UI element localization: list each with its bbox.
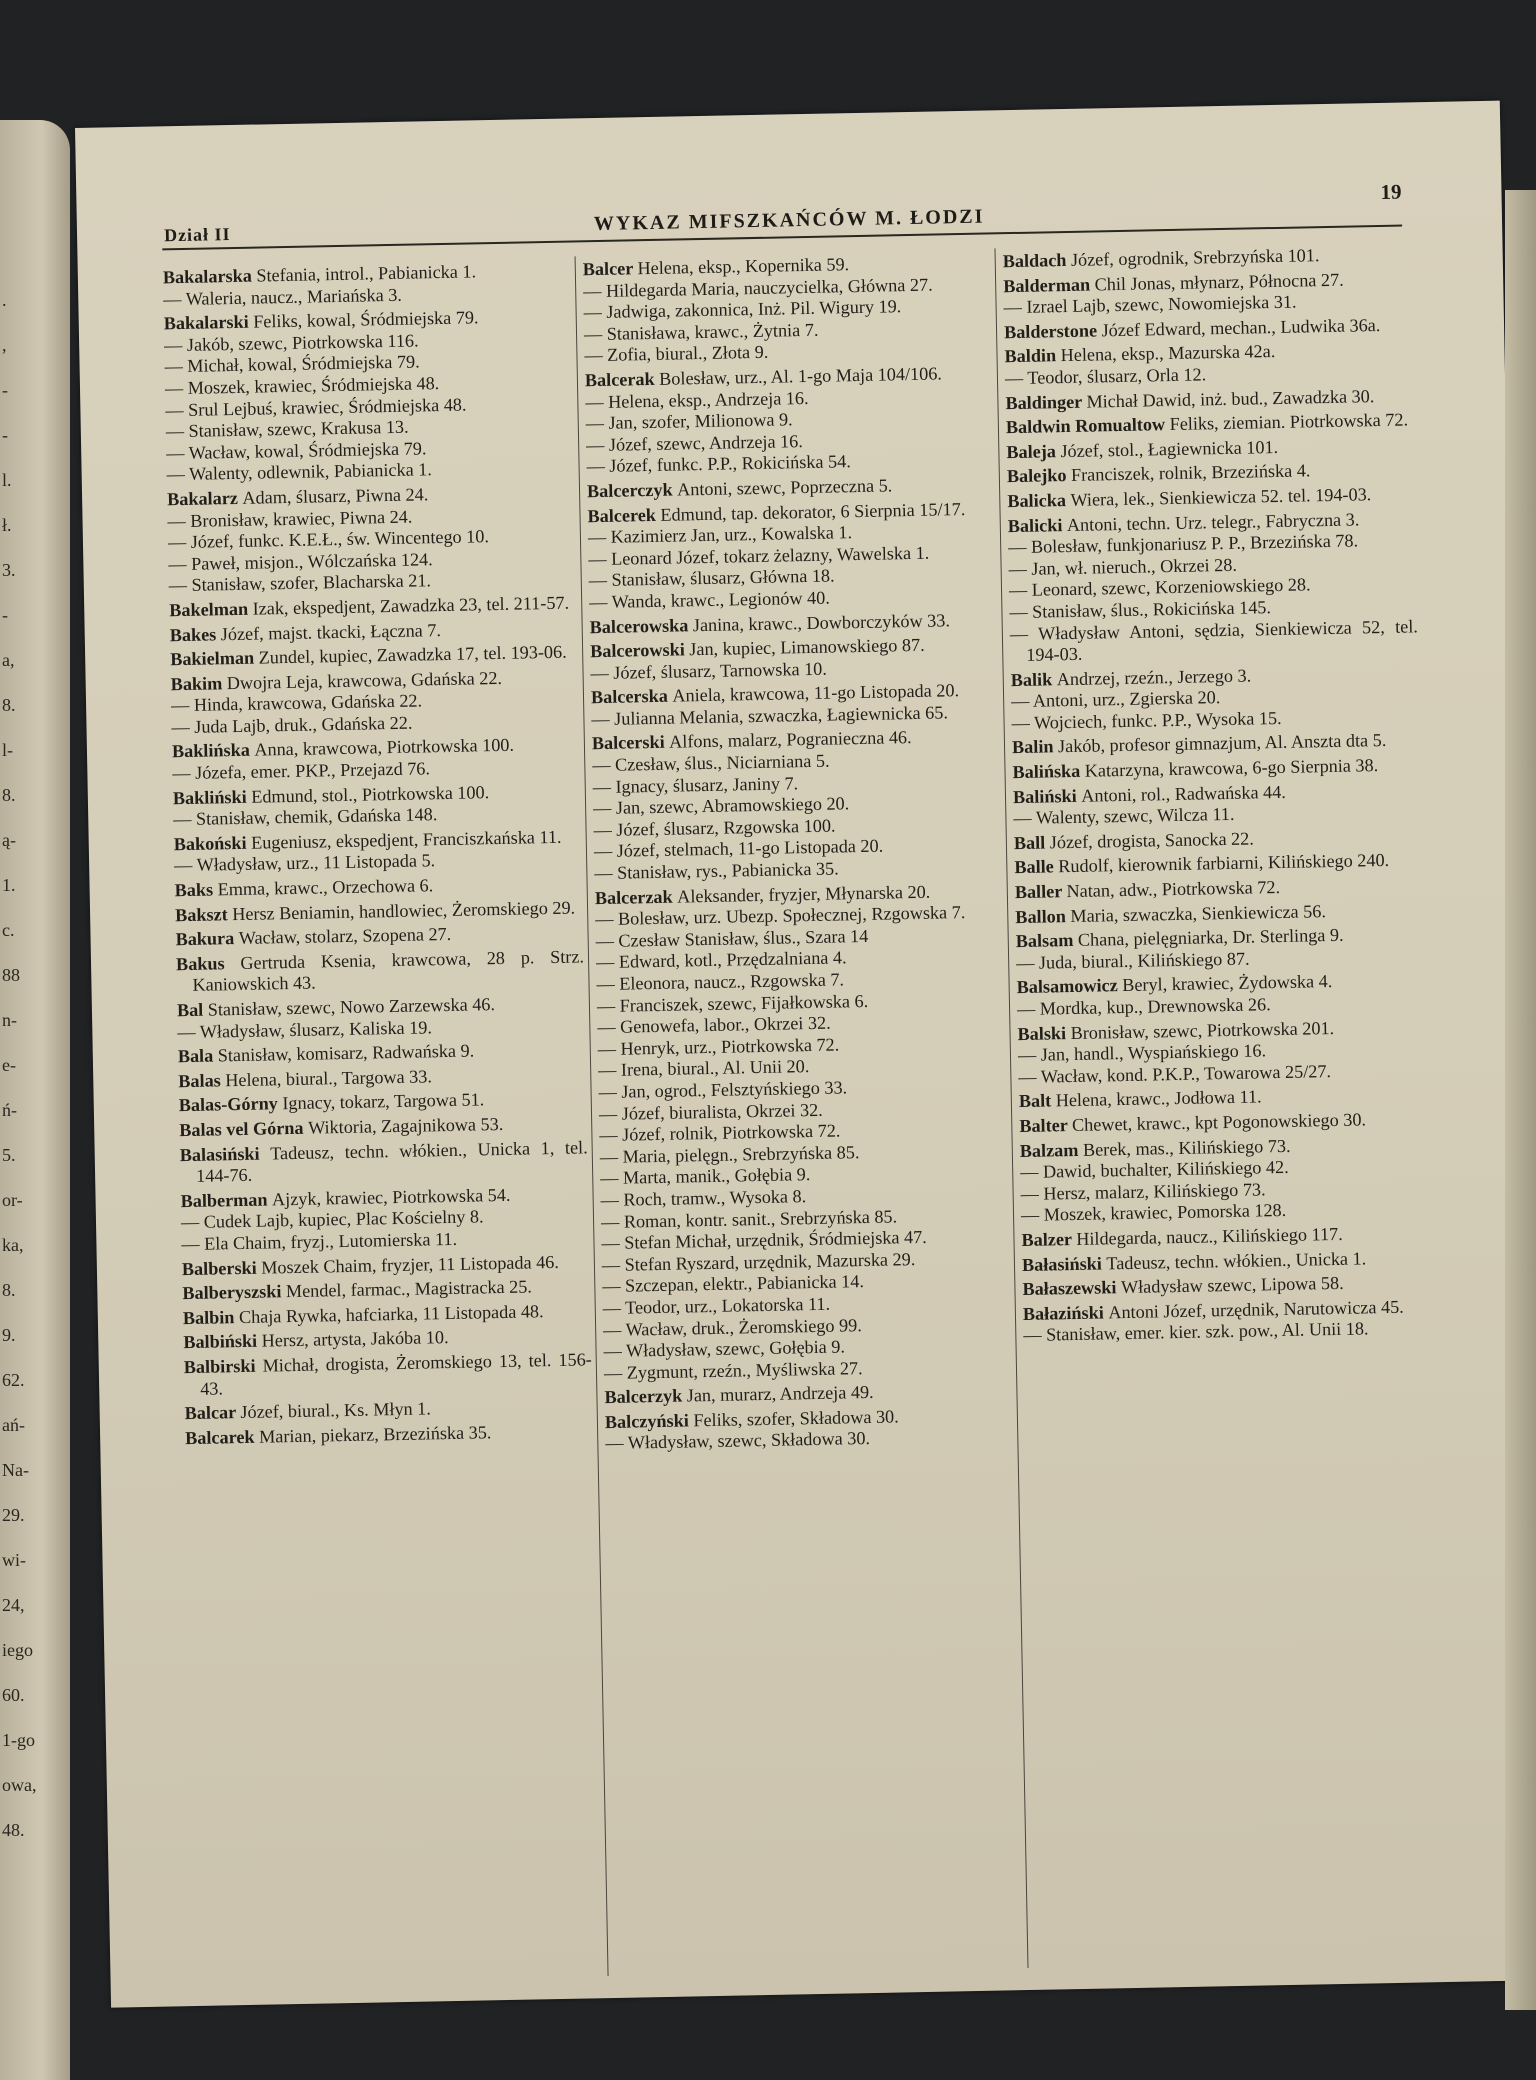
entry-text: — Hildegarda Maria, nauczycielka, Główna 27. [583, 274, 933, 301]
surname: Balcerska [590, 685, 673, 708]
entry-text: — Józef, funkc. P.P., Rokicińska 54. [586, 451, 851, 477]
surname: Balasiński [179, 1143, 271, 1165]
directory-page [75, 101, 1536, 2008]
entry-text: — Wacław, druk., Żeromskiego 99. [602, 1314, 862, 1340]
entry-text: — Moszek, krawiec, Śródmiejska 48. [164, 373, 440, 399]
entry-text: — Juda Lajb, druk., Gdańska 22. [171, 712, 413, 738]
entry-text: Bolesław, urz., Al. 1-go Maja 104/106. [658, 363, 943, 389]
entry-text: — Srul Lejbuś, krawiec, Śródmiejska 48. [165, 394, 467, 420]
entry-text: — Ignacy, ślusarz, Janiny 7. [592, 772, 799, 797]
entry-text: — Wojciech, funkc. P.P., Wysoka 15. [1011, 707, 1282, 734]
surname: Balbin [182, 1306, 240, 1328]
surname: Balas [178, 1070, 226, 1091]
entry-text: Berek, mas., Kilińskiego 73. [1082, 1135, 1291, 1160]
column-2 [583, 248, 1014, 1455]
surname: Balińska [1012, 760, 1085, 783]
left-page-fragment: wi- [2, 1550, 26, 1570]
surname: Bałaszewski [1022, 1277, 1122, 1300]
entry-text: Wacław, stolarz, Szopena 27. [238, 924, 452, 949]
surname: Balderstone [1003, 320, 1102, 342]
entry-text: — Józef, szewc, Andrzeja 16. [585, 430, 803, 455]
entry-text: Edmund, tap. dekorator, 6 Sierpnia 15/17. [660, 498, 966, 525]
entry-text: Helena, biural., Targowa 33. [225, 1066, 433, 1091]
entry-text: — Stanisław, szofer, Blacharska 21. [168, 570, 432, 596]
left-page-fragment: l. [2, 470, 12, 490]
left-page-edge [0, 120, 70, 2080]
left-page-fragment: 8. [2, 695, 16, 715]
surname: Balicki [1007, 514, 1068, 536]
entry-text: — Stefan Ryszard, urzędnik, Mazurska 29. [601, 1248, 916, 1275]
surname: Ballon [1015, 905, 1071, 927]
entry-text: — Franciszek, szewc, Fijałkowska 6. [596, 990, 869, 1016]
entry-text: Edmund, stol., Piotrkowska 100. [251, 781, 490, 807]
left-page-fragment: 88 [2, 965, 20, 985]
directory-columns [163, 240, 1485, 1964]
entry-text: Wiktoria, Zagajnikowa 53. [307, 1113, 504, 1138]
left-page-fragment: ka, [2, 1235, 24, 1255]
left-page-fragment: , [2, 335, 7, 355]
entry-text: — Stefan Michał, urzędnik, Śródmiejska 47. [601, 1226, 927, 1254]
entry-text: — Walenty, odlewnik, Pabianicka 1. [166, 459, 433, 485]
entry-text: — Władysław Antoni, sędzia, Sienkiewicza 52, tel. 194-03. [1009, 615, 1418, 665]
entry-text: Antoni, rol., Radwańska 44. [1081, 781, 1286, 806]
left-page-fragment: ą- [2, 830, 16, 850]
entry-text: — Józef, rolnik, Piotrkowska 72. [599, 1120, 841, 1146]
entry-text: — Bolesław, urz. Ubezp. Społecznej, Rzgowska 7. [595, 902, 966, 930]
left-page-fragment: . [2, 290, 7, 310]
surname: Baller [1014, 881, 1067, 903]
entry-text: — Mordka, kup., Drewnowska 26. [1016, 994, 1271, 1020]
entry-text: — Stanisław, rys., Pabianicka 35. [594, 858, 839, 884]
surname: Balczyński [604, 1410, 694, 1432]
entry-text: — Władysław, szewc, Składowa 30. [605, 1428, 871, 1454]
left-page-fragment: a, [2, 650, 15, 670]
entry-text: Jakób, profesor gimnazjum, Al. Anszta dta 5. [1057, 730, 1387, 757]
surname: Balcerzak [594, 886, 678, 908]
entry-text: — Czesław Stanisław, ślus., Szara 14 [595, 925, 869, 951]
entry-text: Feliks, ziemian. Piotrkowska 72. [1169, 409, 1409, 435]
entry-text: — Michał, kowal, Śródmiejska 79. [164, 351, 420, 377]
entry-text: Adam, ślusarz, Piwna 24. [242, 484, 429, 508]
entry-text: — Eleonora, naucz., Rzgowska 7. [596, 969, 845, 995]
surname: Baldinger [1005, 391, 1087, 413]
entry-text: — Czesław, ślus., Niciarniana 5. [592, 750, 830, 776]
surname: Balter [1019, 1115, 1073, 1137]
surname: Bakus [175, 952, 241, 975]
left-page-fragment: - [2, 425, 8, 445]
entry-text: — Teodor, ślusarz, Orla 12. [1004, 364, 1207, 389]
left-page-fragment: 3. [2, 560, 16, 580]
entry-text: — Józef, ślusarz, Tarnowska 10. [590, 658, 828, 683]
surname: Baldin [1004, 345, 1061, 367]
surname: Bałaziński [1022, 1302, 1109, 1324]
page-header [161, 173, 1402, 251]
left-page-fragment: ń- [2, 1100, 17, 1120]
surname: Bakelman [169, 598, 253, 621]
surname: Baliński [1012, 785, 1082, 807]
entry-text: Mendel, farmac., Magistracka 25. [285, 1276, 533, 1302]
entry-text: — Hinda, krawcowa, Gdańska 22. [170, 690, 423, 716]
left-page-fragment: 60. [2, 1685, 25, 1705]
entry-text: Ignacy, tokarz, Targowa 51. [282, 1089, 485, 1114]
surname: Bakalarska [162, 265, 257, 288]
left-page-fragment: - [2, 605, 8, 625]
entry-text: — Józef, biuralista, Okrzei 32. [598, 1099, 823, 1124]
surname: Bakes [169, 623, 221, 645]
surname: Balcerak [584, 368, 660, 391]
left-page-fragment: 9. [2, 1325, 16, 1345]
left-page-fragment: l- [2, 740, 13, 760]
entry-text: Aniela, krawcowa, 11-go Listopada 20. [672, 680, 960, 706]
surname: Bakoński [173, 832, 252, 855]
surname: Balcar [184, 1402, 241, 1424]
surname: Bakielman [170, 647, 259, 670]
entry-text: Izak, ekspedjent, Zawadzka 23, tel. 211-57. [252, 592, 570, 619]
entry-text: — Paweł, misjon., Wólczańska 124. [168, 548, 433, 575]
entry-text: — Stanisław, ślusarz, Główna 18. [588, 565, 835, 591]
surname: Balicka [1007, 489, 1071, 512]
entry-text: — Helena, eksp., Andrzeja 16. [585, 387, 809, 412]
surname: Balcerowski [589, 639, 690, 662]
surname: Ball [1013, 832, 1050, 853]
surname: Bakim [170, 672, 227, 694]
entry-text: — Bronisław, krawiec, Piwna 24. [167, 506, 413, 531]
entry-text: — Bolesław, funkjonariusz P. P., Brzezińska 78. [1008, 530, 1359, 558]
left-page-fragment: 29. [2, 1505, 25, 1525]
surname: Baks [174, 879, 218, 901]
surname: Balderman [1003, 274, 1095, 296]
surname: Balberski [181, 1257, 262, 1279]
entry-text: Józef, majst. tkacki, Łączna 7. [220, 619, 442, 644]
left-page-fragment: ł. [2, 515, 12, 535]
entry-text: Józef Edward, mechan., Ludwika 36a. [1101, 314, 1381, 341]
surname: Balas vel Górna [179, 1117, 309, 1141]
surname: Balle [1014, 856, 1059, 878]
left-page-fragment: Na- [2, 1460, 29, 1480]
left-page-fragment: 8. [2, 1280, 16, 1300]
entry-text: Anna, krawcowa, Piotrkowska 100. [254, 735, 515, 761]
entry-text: Helena, krawc., Jodłowa 11. [1055, 1086, 1262, 1111]
entry-text: — Henryk, urz., Piotrkowska 72. [597, 1034, 840, 1059]
surname: Balas-Górny [178, 1093, 283, 1116]
surname: Balzam [1019, 1139, 1084, 1161]
entry-text: — Cudek Lajb, kupiec, Plac Kościelny 8. [180, 1206, 484, 1233]
entry-text: Tadeusz, techn. włókien., Unicka 1. [1106, 1247, 1367, 1273]
entry-text: Chana, pielęgniarka, Dr. Sterlinga 9. [1077, 925, 1344, 951]
entry-text: Michał, drogista, Żeromskiego 13, tel. 156-43. [200, 1349, 592, 1399]
left-page-fragment: c. [2, 920, 15, 940]
entry-text: — Jadwiga, zakonnica, Inż. Pil. Wigury 19. [583, 296, 902, 323]
surname: Balcerczyk [586, 479, 678, 502]
surname: Balberman [180, 1189, 273, 1211]
entry-text: Antoni, techn. Urz. telegr., Fabryczna 3. [1066, 508, 1360, 535]
entry-text: — Wanda, krawc., Legionów 40. [589, 587, 830, 613]
left-page-fragment: 1. [2, 875, 16, 895]
surname: Balin [1011, 736, 1059, 758]
entry-text: Aleksander, fryzjer, Młynarska 20. [676, 881, 931, 907]
entry-text: Stefania, introl., Pabianicka 1. [256, 261, 477, 286]
entry-text: Jan, kupiec, Limanowskiego 87. [689, 634, 925, 660]
entry-text: Alfons, malarz, Pogranieczna 46. [669, 727, 912, 753]
surname: Bakalarski [163, 311, 254, 334]
surname: Balbirski [183, 1355, 263, 1378]
surname: Balejko [1006, 465, 1072, 487]
entry-text: — Stanisław, emer. kier. szk. pow., Al. Unii 18. [1023, 1318, 1369, 1346]
entry-text: — Wacław, kond. P.K.P., Towarowa 25/27. [1018, 1060, 1332, 1087]
entry-text: — Waleria, naucz., Mariańska 3. [163, 284, 403, 309]
left-page-fragment: 5. [2, 1145, 16, 1165]
entry-text: — Jan, szewc, Abramowskiego 20. [592, 793, 850, 819]
entry-text: Feliks, kowal, Śródmiejska 79. [253, 307, 479, 332]
entry-text: Gertruda Ksenia, krawcowa, 28 p. Strz. Kaniowskich 43. [192, 946, 585, 996]
surname: Balcerek [587, 504, 661, 526]
entry-text: Tadeusz, techn. włókien., Unicka 1, tel. 144-76. [195, 1136, 588, 1187]
entry-text: Franciszek, rolnik, Brzezińska 4. [1070, 460, 1311, 486]
left-page-fragment: owa, [2, 1775, 37, 1795]
left-page-fragment: 62. [2, 1370, 25, 1390]
entry-text: — Władysław, ślusarz, Kaliska 19. [177, 1016, 433, 1042]
entry-text: — Józef, ślusarz, Rzgowska 100. [593, 815, 836, 841]
left-page-fragment: 24, [2, 1595, 25, 1615]
column-3 [1002, 240, 1431, 1347]
entry-text: — Jan, ogrod., Felsztyńskiego 33. [598, 1077, 848, 1103]
entry-text: — Stanisław, ślus., Rokicińska 145. [1009, 597, 1272, 623]
entry-text: — Józef, funkc. K.E.Ł., św. Wincentego 10. [167, 526, 490, 553]
section-label: Dział II [163, 224, 231, 246]
entry-text: Józef, stol., Łagiewnicka 101. [1060, 436, 1279, 461]
surname: Bal [176, 999, 208, 1021]
surname: Balbiński [183, 1330, 262, 1353]
entry-text: Andrzej, rzeźn., Jerzego 3. [1056, 665, 1252, 689]
entry-text: Józef, drogista, Sanocka 22. [1049, 828, 1254, 853]
surname: Baldwin Romualtow [1005, 414, 1170, 438]
entry-text: — Roman, kontr. sanit., Srebrzyńska 85. [600, 1205, 898, 1232]
entry-text: Helena, eksp., Kopernika 59. [637, 254, 850, 279]
entry-text: — Zygmunt, rzeźn., Myśliwska 27. [603, 1357, 863, 1383]
entry-text: — Jan, szofer, Milionowa 9. [585, 409, 793, 434]
surname: Bakura [175, 928, 239, 950]
entry-text: Emma, krawc., Orzechowa 6. [217, 875, 434, 900]
entry-text: Bronisław, szewc, Piotrkowska 201. [1070, 1017, 1335, 1043]
entry-text: — Irena, biural., Al. Unii 20. [597, 1056, 810, 1081]
entry-text: Józef, biural., Ks. Młyn 1. [240, 1398, 432, 1423]
left-page-fragment: or- [2, 1190, 23, 1210]
left-page-fragment: 48. [2, 1820, 25, 1840]
surname: Balcer [582, 258, 638, 280]
surname: Baldach [1002, 249, 1072, 272]
entry-text: — Władysław, urz., 11 Listopada 5. [173, 850, 436, 876]
entry-text: — Julianna Melania, szwaczka, Łagiewnicka 65. [591, 702, 949, 730]
surname: Balcerski [591, 732, 670, 754]
entry-text: — Teodor, urz., Lokatorska 11. [602, 1293, 831, 1318]
left-page-fragment: e- [2, 1055, 16, 1075]
entry-text: — Wacław, kowal, Śródmiejska 79. [166, 438, 427, 464]
entry-text: — Jan, handl., Wyspiańskiego 16. [1017, 1040, 1267, 1066]
entry-text: — Dawid, buchalter, Kilińskiego 42. [1020, 1157, 1289, 1183]
entry-text: — Roch, tramw., Wysoka 8. [600, 1186, 807, 1211]
entry-text: — Szczepan, elektr., Pabianicka 14. [602, 1271, 865, 1297]
left-page-fragment: iego [2, 1640, 33, 1660]
entry-text: — Maria, pielęgn., Srebrzyńska 85. [599, 1141, 860, 1167]
left-page-fragment: 1-go [2, 1730, 35, 1750]
entry-text: — Antoni, urz., Zgierska 20. [1010, 687, 1221, 712]
entry-text: Józef, ogrodnik, Srebrzyńska 101. [1070, 245, 1320, 270]
entry-text: Wiera, lek., Sienkiewicza 52. tel. 194-03. [1070, 484, 1372, 510]
entry-text: — Izrael Lajb, szewc, Nowomiejska 31. [1003, 291, 1297, 318]
entry-text: Chewet, krawc., kpt Pogonowskiego 30. [1071, 1109, 1367, 1136]
entry-text: Hildegarda, naucz., Kilińskiego 117. [1076, 1223, 1343, 1249]
surname: Bala [177, 1045, 218, 1067]
entry-text: — Jan, wł. nieruch., Okrzei 28. [1008, 554, 1238, 579]
entry-text: Feliks, szofer, Składowa 30. [693, 1406, 899, 1431]
entry-text: Helena, eksp., Mazurska 42a. [1060, 341, 1276, 366]
entry-text: — Leonard, szewc, Korzeniowskiego 28. [1008, 574, 1311, 601]
directory-entry [184, 1349, 593, 1400]
column-1 [163, 257, 594, 1450]
directory-entry [1010, 616, 1419, 667]
entry-text: Janina, krawc., Dowborczyków 33. [692, 609, 951, 635]
surname: Balsamowicz [1016, 975, 1123, 998]
page-stack-edge [1505, 190, 1536, 2010]
surname: Balt [1018, 1090, 1056, 1112]
entry-text: Zundel, kupiec, Zawadzka 17, tel. 193-06. [258, 641, 567, 668]
entry-text: Rudolf, kierownik farbiarni, Kilińskiego 240. [1058, 850, 1390, 877]
entry-text: — Stanisława, krawc., Żytnia 7. [583, 319, 819, 345]
surname: Balsam [1015, 930, 1079, 952]
page-title: WYKAZ MIFSZKAŃCÓW M. ŁODZI [593, 205, 985, 236]
entry-text: Antoni Józef, urzędnik, Narutowicza 45. [1108, 1296, 1404, 1323]
entry-text: — Moszek, krawiec, Pomorska 128. [1020, 1200, 1287, 1226]
entry-text: — Ela Chaim, fryzj., Lutomierska 11. [181, 1228, 458, 1255]
surname: Balberyszski [182, 1281, 287, 1304]
entry-text: Beryl, krawiec, Żydowska 4. [1122, 971, 1333, 996]
entry-text: Chaja Rywka, hafciarka, 11 Listopada 48. [238, 1300, 544, 1327]
entry-text: — Zofia, biural., Złota 9. [584, 342, 769, 366]
left-page-fragment: 8. [2, 785, 16, 805]
entry-text: Michał Dawid, inż. bud., Zawadzka 30. [1086, 385, 1375, 412]
entry-text: Natan, adw., Piotrkowska 72. [1066, 877, 1281, 902]
entry-text: — Walenty, szewc, Wilcza 11. [1013, 804, 1235, 829]
surname: Balski [1017, 1022, 1071, 1044]
surname: Bakalarz [166, 487, 243, 510]
entry-text: Jan, murarz, Andrzeja 49. [686, 1382, 874, 1406]
entry-text: Stanisław, szewc, Nowo Zarzewska 46. [207, 994, 496, 1020]
entry-text: Eugeniusz, ekspedjent, Franciszkańska 11. [250, 826, 562, 853]
surname: Bałasiński [1021, 1252, 1107, 1275]
entry-text: — Marta, manik., Gołębia 9. [600, 1164, 811, 1189]
surname: Bakliński [172, 786, 252, 808]
entry-text: Stanisław, komisarz, Radwańska 9. [217, 1040, 475, 1066]
entry-text: — Kazimierz Jan, urz., Kowalska 1. [587, 522, 853, 548]
page-number: 19 [1380, 179, 1402, 204]
directory-entry [180, 1137, 589, 1188]
entry-text: — Hersz, malarz, Kilińskiego 73. [1020, 1179, 1266, 1204]
entry-text: — Edward, kotl., Przędzalniana 4. [595, 947, 847, 973]
surname: Balcerowska [589, 614, 694, 637]
entry-text: — Leonard Józef, tokarz żelazny, Wawelska 1. [588, 542, 930, 569]
entry-text: — Juda, biural., Kilińskiego 87. [1016, 948, 1250, 973]
surname: Baklińska [171, 740, 255, 762]
surname: Balik [1010, 668, 1057, 690]
directory-entry [185, 1420, 593, 1449]
surname: Bakszt [174, 903, 233, 925]
entry-text: Chil Jonas, młynarz, Północna 27. [1094, 269, 1344, 295]
surname: Baleja [1006, 440, 1061, 462]
entry-text: — Stanisław, szewc, Krakusa 13. [165, 416, 409, 442]
entry-text: Marian, piekarz, Brzezińska 35. [258, 1421, 492, 1447]
entry-text: — Jakób, szewc, Piotrkowska 116. [163, 330, 419, 356]
entry-text: — Genowefa, labor., Okrzei 32. [597, 1012, 831, 1038]
entry-text: — Józef, stelmach, 11-go Listopada 20. [593, 836, 884, 862]
left-page-fragment: n- [2, 1010, 17, 1030]
surname: Balcerzyk [604, 1385, 687, 1408]
entry-text: — Władysław, szewc, Gołębia 9. [603, 1336, 846, 1362]
entry-text: Moszek Chaim, fryzjer, 11 Listopada 46. [261, 1251, 559, 1278]
entry-text: Ajzyk, krawiec, Piotrkowska 54. [271, 1184, 511, 1210]
left-page-fragment: - [2, 380, 8, 400]
left-page-fragment: ań- [2, 1415, 25, 1435]
directory-entry [176, 946, 585, 997]
entry-text: Hersz Beniamin, handlowiec, Żeromskiego 29. [232, 897, 576, 924]
surname: Balcarek [184, 1426, 260, 1448]
surname: Balzer [1021, 1228, 1077, 1250]
entry-text: — Stanisław, chemik, Gdańska 148. [173, 804, 438, 830]
entry-text: — Józefa, emer. PKP., Przejazd 76. [172, 758, 431, 784]
entry-text: Władysław szewc, Lipowa 58. [1120, 1272, 1344, 1298]
entry-text: Katarzyna, krawcowa, 6-go Sierpnia 38. [1084, 755, 1379, 781]
entry-text: Dwojra Leja, krawcowa, Gdańska 22. [226, 667, 503, 693]
entry-text: Antoni, szewc, Poprzeczna 5. [676, 475, 893, 500]
entry-text: Maria, szwaczka, Sienkiewicza 56. [1070, 900, 1327, 926]
entry-text: Hersz, artysta, Jakóba 10. [261, 1327, 449, 1351]
